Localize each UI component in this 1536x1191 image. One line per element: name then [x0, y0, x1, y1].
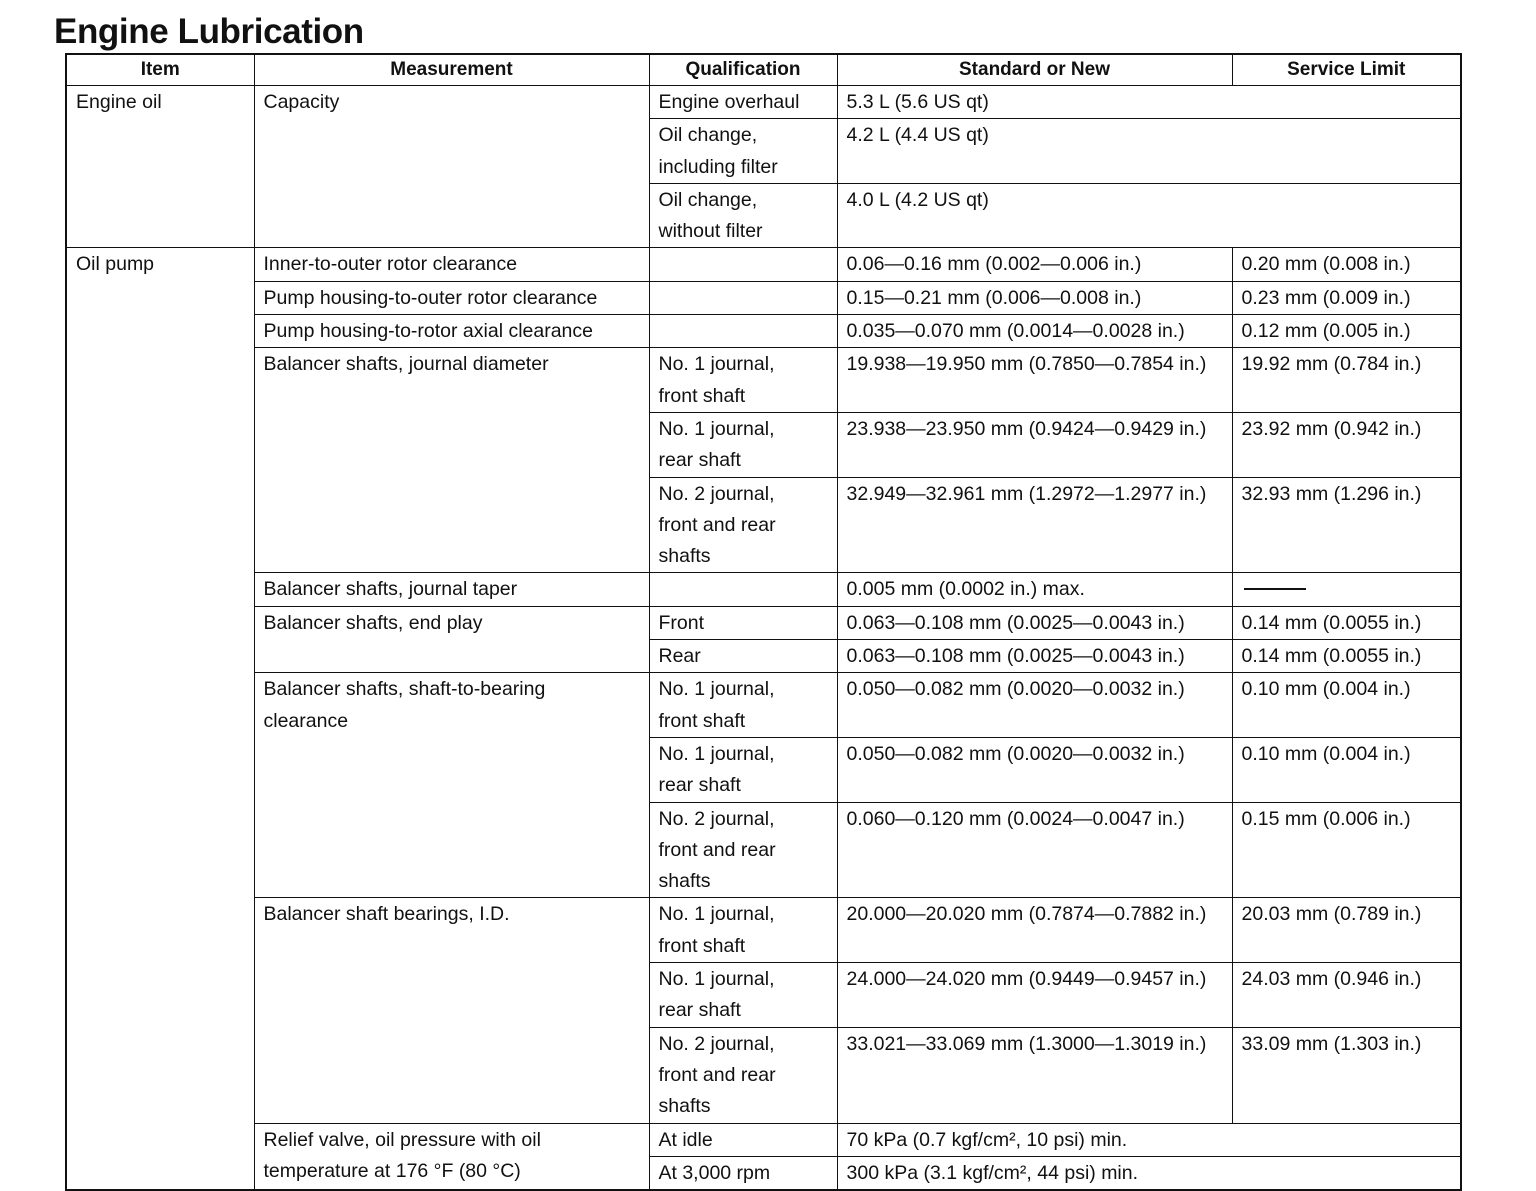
qualification-cell — [649, 281, 837, 314]
standard-cell: 0.060—0.120 mm (0.0024—0.0047 in.) — [837, 802, 1232, 898]
table-row — [66, 573, 1461, 606]
measurement-cell: Pump housing-to-outer rotor clearance — [254, 281, 649, 314]
service-limit-cell — [1232, 573, 1461, 606]
standard-cell: 0.005 mm (0.0002 in.) max. — [837, 573, 1232, 606]
standard-cell: 0.050—0.082 mm (0.0020—0.0032 in.) — [837, 673, 1232, 738]
measurement-cell: Inner-to-outer rotor clearance — [254, 248, 649, 281]
standard-cell: 0.15—0.21 mm (0.006—0.008 in.) — [837, 281, 1232, 314]
header-service-limit: Service Limit — [1232, 54, 1461, 86]
qualification-cell: No. 1 journal, rear shaft — [649, 737, 837, 802]
qualification-cell: No. 2 journal, front and rear shafts — [649, 802, 837, 898]
service-limit-cell: 24.03 mm (0.946 in.) — [1232, 963, 1461, 1028]
qualification-cell: No. 1 journal, rear shaft — [649, 412, 837, 477]
measurement-cell: Balancer shaft bearings, I.D. — [254, 898, 649, 1123]
standard-cell: 32.949—32.961 mm (1.2972—1.2977 in.) — [837, 477, 1232, 573]
header-row — [66, 54, 1461, 86]
service-limit-cell: 33.09 mm (1.303 in.) — [1232, 1027, 1461, 1123]
standard-cell: 4.2 L (4.4 US qt) — [837, 119, 1461, 184]
table-row — [66, 86, 1461, 119]
table-row — [66, 315, 1461, 348]
item-cell: Engine oil — [66, 86, 254, 248]
measurement-cell: Pump housing-to-rotor axial clearance — [254, 315, 649, 348]
table-row — [66, 248, 1461, 281]
qualification-cell — [649, 248, 837, 281]
service-limit-cell: 0.23 mm (0.009 in.) — [1232, 281, 1461, 314]
qualification-cell: No. 1 journal, front shaft — [649, 898, 837, 963]
measurement-cell: Capacity — [254, 86, 649, 248]
standard-cell: 300 kPa (3.1 kgf/cm², 44 psi) min. — [837, 1156, 1461, 1190]
standard-cell: 0.063—0.108 mm (0.0025—0.0043 in.) — [837, 640, 1232, 673]
qualification-cell: Oil change, without filter — [649, 183, 837, 248]
header-qualification: Qualification — [649, 54, 837, 86]
table-row — [66, 348, 1461, 413]
service-limit-cell: 0.15 mm (0.006 in.) — [1232, 802, 1461, 898]
table-row — [66, 673, 1461, 738]
service-limit-cell: 0.20 mm (0.008 in.) — [1232, 248, 1461, 281]
qualification-cell: Front — [649, 606, 837, 639]
standard-cell: 5.3 L (5.6 US qt) — [837, 86, 1461, 119]
service-limit-cell: 20.03 mm (0.789 in.) — [1232, 898, 1461, 963]
header-standard: Standard or New — [837, 54, 1232, 86]
standard-cell: 70 kPa (0.7 kgf/cm², 10 psi) min. — [837, 1123, 1461, 1156]
table-row — [66, 1123, 1461, 1156]
measurement-cell: Balancer shafts, shaft-to-bearing clearance — [254, 673, 649, 898]
service-limit-cell: 0.14 mm (0.0055 in.) — [1232, 640, 1461, 673]
specification-table — [65, 53, 1462, 1191]
item-cell: Oil pump — [66, 248, 254, 1190]
page-title: Engine Lubrication — [54, 12, 364, 51]
table-row — [66, 898, 1461, 963]
service-limit-cell: 19.92 mm (0.784 in.) — [1232, 348, 1461, 413]
standard-cell: 0.050—0.082 mm (0.0020—0.0032 in.) — [837, 737, 1232, 802]
qualification-cell: No. 2 journal, front and rear shafts — [649, 1027, 837, 1123]
service-limit-cell: 0.12 mm (0.005 in.) — [1232, 315, 1461, 348]
standard-cell: 23.938—23.950 mm (0.9424—0.9429 in.) — [837, 412, 1232, 477]
qualification-cell: At 3,000 rpm — [649, 1156, 837, 1190]
qualification-cell — [649, 315, 837, 348]
qualification-cell — [649, 573, 837, 606]
measurement-cell: Balancer shafts, journal diameter — [254, 348, 649, 573]
qualification-cell: No. 1 journal, front shaft — [649, 673, 837, 738]
qualification-cell: At idle — [649, 1123, 837, 1156]
qualification-cell: Engine overhaul — [649, 86, 837, 119]
qualification-cell: No. 1 journal, rear shaft — [649, 963, 837, 1028]
table-row — [66, 281, 1461, 314]
header-measurement: Measurement — [254, 54, 649, 86]
table-row — [66, 606, 1461, 639]
service-limit-cell: 0.14 mm (0.0055 in.) — [1232, 606, 1461, 639]
service-limit-cell: 0.10 mm (0.004 in.) — [1232, 737, 1461, 802]
service-limit-cell: 32.93 mm (1.296 in.) — [1232, 477, 1461, 573]
header-item: Item — [66, 54, 254, 86]
standard-cell: 0.063—0.108 mm (0.0025—0.0043 in.) — [837, 606, 1232, 639]
standard-cell: 33.021—33.069 mm (1.3000—1.3019 in.) — [837, 1027, 1232, 1123]
standard-cell: 24.000—24.020 mm (0.9449—0.9457 in.) — [837, 963, 1232, 1028]
qualification-cell: Rear — [649, 640, 837, 673]
measurement-cell: Balancer shafts, end play — [254, 606, 649, 673]
service-limit-cell: 0.10 mm (0.004 in.) — [1232, 673, 1461, 738]
measurement-cell: Balancer shafts, journal taper — [254, 573, 649, 606]
qualification-cell: Oil change, including filter — [649, 119, 837, 184]
not-applicable-dash — [1244, 588, 1306, 590]
qualification-cell: No. 2 journal, front and rear shafts — [649, 477, 837, 573]
standard-cell: 4.0 L (4.2 US qt) — [837, 183, 1461, 248]
standard-cell: 19.938—19.950 mm (0.7850—0.7854 in.) — [837, 348, 1232, 413]
service-limit-cell: 23.92 mm (0.942 in.) — [1232, 412, 1461, 477]
standard-cell: 20.000—20.020 mm (0.7874—0.7882 in.) — [837, 898, 1232, 963]
standard-cell: 0.035—0.070 mm (0.0014—0.0028 in.) — [837, 315, 1232, 348]
qualification-cell: No. 1 journal, front shaft — [649, 348, 837, 413]
measurement-cell: Relief valve, oil pressure with oil temperature at 176 °F (80 °C) — [254, 1123, 649, 1190]
standard-cell: 0.06—0.16 mm (0.002—0.006 in.) — [837, 248, 1232, 281]
